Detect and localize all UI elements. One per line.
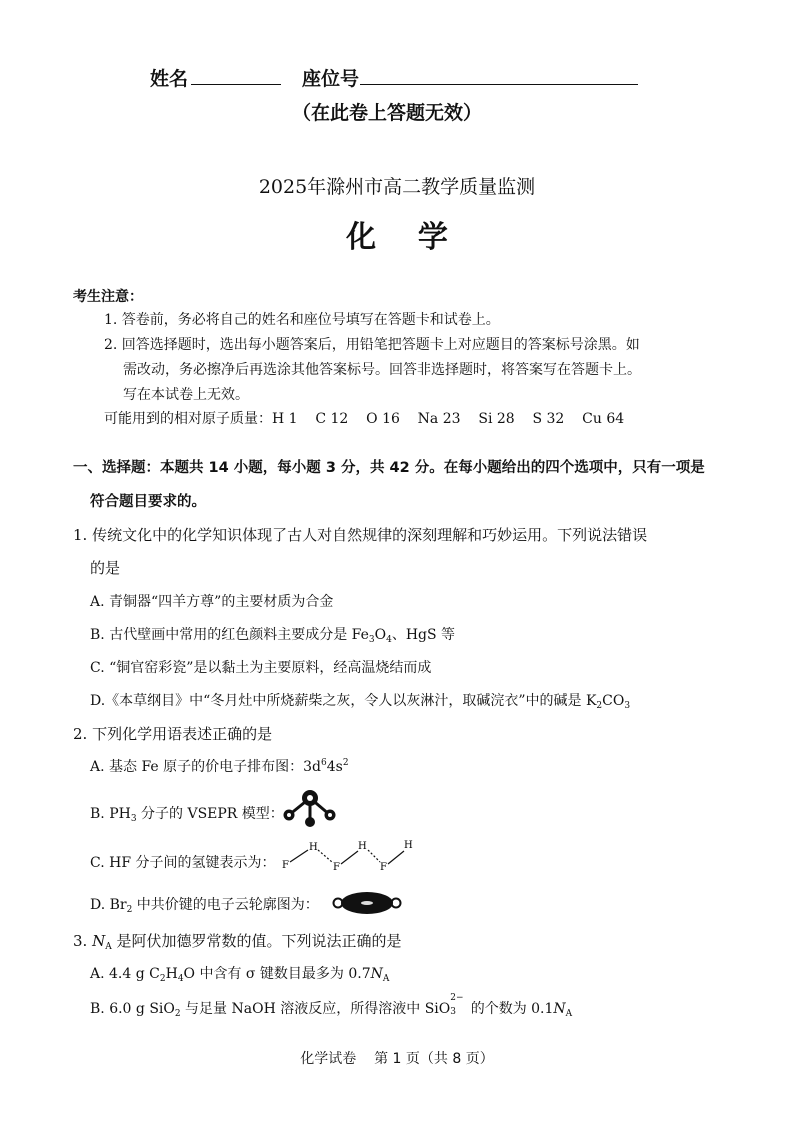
- invalid-notice: （在此卷上答题无效）: [292, 102, 483, 124]
- hf-hydrogen-bond-figure: [280, 838, 420, 874]
- q3-option-b: B. 6.0 g SiO$_2$ 与足量 NaOH 溶液反应，所得溶液中 SiO 2− 3 的个数为 $0.1N_A$: [90, 993, 573, 1019]
- q2-option-c: C. HF 分子间的氢键表示为：: [90, 855, 276, 871]
- q1-option-c: C. “铜官窑彩瓷”是以黏土为主要原料，经高温烧结而成: [90, 660, 432, 676]
- notes-heading: 考生注意：: [73, 289, 143, 305]
- hf-atom-f3: F: [380, 862, 387, 873]
- q2-option-d: D. $Br_2$ 中共价键的电子云轮廓图为：: [90, 897, 319, 915]
- q2-option-a: A. 基态 Fe 原子的价电子排布图：$3d^64s^2$: [90, 758, 349, 775]
- electron-cloud-figure: [330, 890, 404, 916]
- q1-option-a: A. 青铜器“四羊方尊”的主要材质为合金: [90, 594, 334, 610]
- hf-atom-h3: H: [404, 840, 413, 851]
- vsepr-model-figure: [280, 790, 340, 832]
- q2-stem: 2. 下列化学用语表述正确的是: [73, 725, 273, 743]
- q1-option-b: B. 古代壁画中常用的红色颜料主要成分是 $Fe_3O_4$、HgS 等: [90, 627, 456, 645]
- notes-item-2c: 写在本试卷上无效。: [123, 387, 249, 403]
- subject-title: 化 学: [346, 220, 448, 255]
- exam-title: 2025年滁州市高二教学质量监测: [258, 176, 536, 198]
- notes-item-1: 1. 答卷前，务必将自己的姓名和座位号填写在答题卡和试卷上。: [104, 312, 500, 328]
- hf-atom-f1: F: [282, 860, 289, 871]
- q1-stem-b: 的是: [90, 559, 121, 577]
- atomic-masses: 可能用到的相对原子质量：H 1 C 12 O 16 Na 23 Si 28 S 32 Cu 64: [104, 411, 625, 427]
- hf-atom-f2: F: [333, 862, 340, 873]
- q1-option-d: D.《本草纲目》中“冬月灶中所烧薪柴之灰，令人以灰淋汁，取碱浣衣”中的碱是 $K_2CO_3$: [90, 693, 631, 711]
- notes-item-2b: 需改动，务必擦净后再选涂其他答案标号。回答非选择题时，将答案写在答题卡上。: [123, 362, 641, 378]
- seat-label: 座位号: [302, 68, 360, 90]
- q3-option-a: A. 4.4 g $C_2H_4O$ 中含有 σ 键数目最多为 $0.7N_A$: [90, 966, 390, 984]
- section-heading-b: 符合题目要求的。: [90, 494, 206, 510]
- seat-field[interactable]: [360, 66, 638, 89]
- hf-atom-h2: H: [358, 841, 367, 852]
- q3-stem: 3. $N_A$ 是阿伏加德罗常数的值。下列说法正确的是: [73, 932, 402, 952]
- name-label: 姓名: [150, 68, 189, 90]
- hf-atom-h1: H: [309, 842, 318, 853]
- section-heading-a: 一、选择题：本题共 14 小题，每小题 3 分，共 42 分。在每小题给出的四个选项中，只有一项是: [73, 460, 705, 476]
- notes-item-2a: 2. 回答选择题时，选出每小题答案后，用铅笔把答题卡上对应题目的答案标号涂黑。如: [104, 337, 640, 353]
- name-field[interactable]: [191, 66, 281, 89]
- q2-option-b: B. $PH_3$ 分子的 VSEPR 模型：: [90, 806, 284, 824]
- q1-stem-a: 1. 传统文化中的化学知识体现了古人对自然规律的深刻理解和巧妙运用。下列说法错误: [73, 526, 648, 544]
- page-footer: 化学试卷 第 1 页（共 8 页）: [300, 1051, 494, 1067]
